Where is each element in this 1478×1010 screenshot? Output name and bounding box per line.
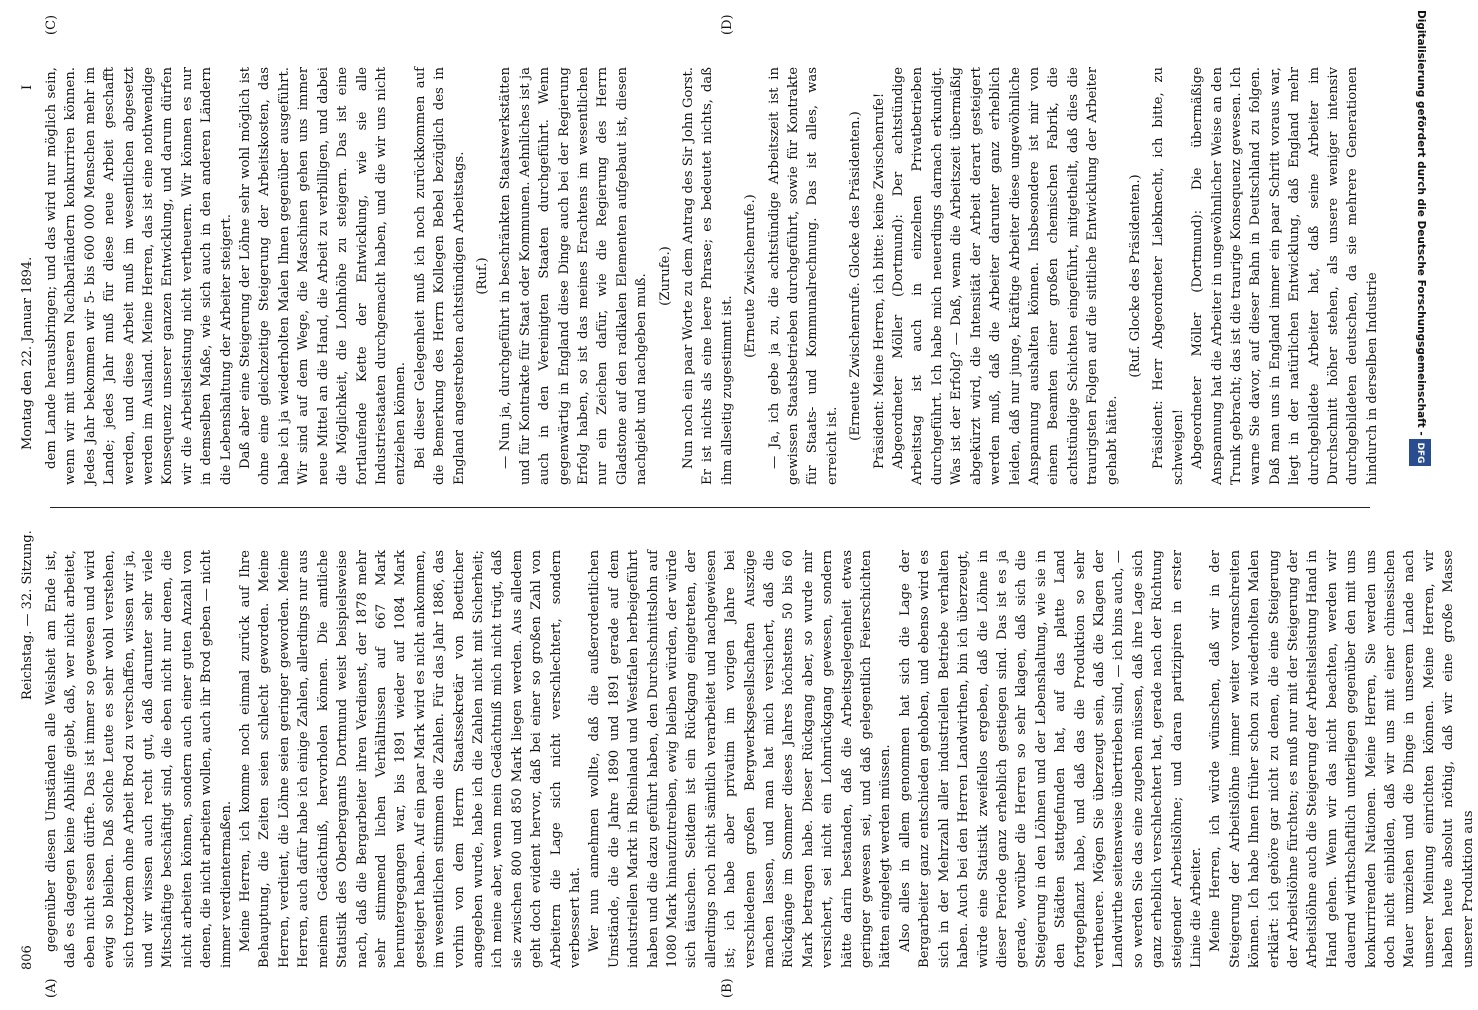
- paragraph: Meine Herren, ich komme noch einmal zurück auf Ihre Behauptung, die Zeiten seien schlecht geworden. Meine Herren, verdient, die Löhne seien geringer geworden. Meine Herren, auch dafür habe ich einige Zahlen, allerdings nur aus meinem Gedächtniß, hervorholen können. Die amtliche Statistik des Oberbergamts Dortmund weist beispielsweise nach, daß die Bergarbeiter ihren Verdienst, der 1878 mehr sehr stimmend lichen Verhältnissen auf 667 Mark heruntergegangen war, bis 1891 wieder auf 1084 Mark gesteigert haben. Auf ein paar Mark wird es nicht ankommen, im wesentlichen stimmen die Zahlen. Für das Jahr 1886, das vorhin von dem Herrn Staatssekretär von Boetticher angegeben wurde, habe ich die Zahlen nicht mit Sicherheit; ich meine aber, wenn mein Gedächtniß mich nicht trügt, daß sie zwischen 800 und 850 Mark liegen werden. Aus alledem geht doch evident hervor, daß bei einer so großen Zahl von Arbeitern die Lage sich nicht verschlechtert, sondern verbessert hat.: [238, 550, 583, 968]
- paragraph: dem Lande herausbringen; und das wird nur möglich sein, wenn wir mit unseren Nachbarländern konkurriren können. Jedes Jahr bekommen wir 5- bis 600 000 Menschen mehr im Lande; jedes Jahr muß für diese neue Arbeit geschafft werden, und diese Arbeit muß im wesentlichen abgesetzt werden im Ausland. Meine Herren, das ist eine nothwendige Konsequenz unserer ganzen Entwicklung, und darum dürfen wir die Arbeitsleistung nicht vertheuern. Wir können es nur in demselben Maße, wie sich auch in den anderen Ländern die Lebenshaltung der Arbeiter steigert.: [44, 67, 234, 485]
- margin-c: (C): [44, 14, 59, 35]
- paragraph: Abgeordneter Möller (Dortmund): Der achtstündige Arbeitstag ist auch in einzelnen Privatbetrieben durchgeführt. Ich habe mich neuerdings darnach erkundigt. Was ist der Erfolg? — Daß, wenn die Arbeitszeit übermäßig abgekürzt wird, die Intensität der Arbeit derart gesteigert werden muß, daß die Arbeiter darunter ganz erheblich leiden, daß nur junge, kräftige Arbeiter diese ungewöhnliche Anspannung aushalten können. Insbesondere ist mir von einem Beamten einer großen chemischen Fabrik, die achtstündige Schichten eingeführt, mitgetheilt, daß dies die traurigsten Folgen auf die sittliche Entwicklung der Arbeiter gehabt hätte.: [891, 67, 1120, 485]
- paragraph: (Erneute Zwischenrufe.): [743, 194, 759, 358]
- dfg-logo: DFG: [1409, 439, 1431, 466]
- margin-a: (A): [44, 978, 59, 998]
- paragraph: Nun noch ein paar Worte zu dem Antrag des Sir John Gorst. Er ist nichts als eine leere Phrase; es bedeutet nichts, daß ihm allseitig zugestimmt ist.: [681, 67, 735, 485]
- digitization-credit: [1410, 0, 1432, 1010]
- credit-text: Digitalisierung gefördert durch die Deutsche Forschungsgemeinschaft -: [1415, 10, 1427, 436]
- margin-b: (B): [720, 978, 735, 998]
- paragraph: (Ruf.): [474, 257, 490, 295]
- header-mark: I: [20, 84, 35, 90]
- page-header: [20, 30, 40, 970]
- paragraph: gegenüber diesen Umständen alle Weisheit am Ende ist, daß es dagegen keine Abhilfe giebt, daß, wer nicht arbeitet, eben nicht essen dürfte. Das ist immer so gewesen und wird ewig so bleiben. Daß solche Leute es sehr wohl verstehen, sich trotzdem ohne Arbeit Brod zu verschaffen, wissen wir ja, und wir wissen auch recht gut, daß darunter sehr viele Mitschäftige beschäftigt sind, die eben nicht nur denen, die nicht arbeiten können, sondern auch einer guten Anzahl von denen, die nicht arbeiten wollen, auch ihr Brod geben — nicht immer verdientermaßen.: [44, 550, 234, 968]
- paragraph: (Erneute Zwischenrufe. Glocke des Präsidenten.): [848, 111, 864, 441]
- paragraph: Wer nun annehmen wollte, daß die außerordentlichen Umstände, die die Jahre 1890 und 1891 gerade auf dem industriellen Markt in Rheinland und Westfalen herbeigeführt haben und die dazu geführt haben, den Durchschnittslohn auf 1080 Mark hinaufzutreiben, ewig bleiben würden, der würde sich täuschen. Seitdem ist ein Rückgang eingetreten, der allerdings noch nicht sämtlich verarbeitet und nachgewiesen ist; ich habe aber privatim im vorigen Jahre bei verschiedenen großen Bergwerksgesellschaften Auszüge machen lassen, und man hat mich versichert, daß die Rückgänge im Sommer dieses Jahres höchstens 50 bis 60 Mark betragen habe. Dieser Rückgang aber, so wurde mir versichert, sei nicht ein Lohnrückgang gewesen, sondern hätte darin bestanden, daß die Arbeitsgelegenheit etwas geringer gewesen sei, und daß gelegentlich Feierschichten hätten eingelegt werden müssen.: [587, 550, 894, 968]
- paragraph: Also alles in allem genommen hat sich die Lage der Bergarbeiter ganz entschieden gehoben, und ebenso wird es sich in der Mehrzahl aller industriellen Betriebe verhalten haben. Auch bei den Herren Landwirthen, bin ich überzeugt, würde eine Statistik zweifellos ergeben, daß die Löhne in dieser Periode ganz erheblich gestiegen sind. Das ist es ja gerade, worüber die Herren so sehr klagen, daß sich die Steigerung in den Löhnen und der Lebenshaltung, wie sie in den Städten stattgefunden hat, auf das platte Land fortgepflanzt habe, und daß das die Produktion so sehr vertheuere. Mögen Sie überzeugt sein, daß die Klagen der Landwirthe seitensweise übertrieben sind, — ich bins auch, — so werden Sie das eine zugeben müssen, daß ihre Lage sich ganz erheblich verschlechtert hat, gerade nach der Richtung steigender Arbeitslöhne; und daran partizipiren in erster Linie die Arbeiter.: [897, 550, 1204, 968]
- header-date: Montag den 22. Januar 1894.: [20, 256, 35, 450]
- paragraph: Abgeordneter Möller (Dortmund): Die übermäßige Anspannung hat die Arbeiter in ungewöhnlicher Weise an den Trunk gebracht; das ist die traurige Konsequenz gewesen. Ich warne Sie davor, auf dieser Bahn in Deutschland zu folgen. Daß man uns in England immer ein paar Schritt voraus war, liegt in der natürlichen Entwicklung, daß England mehr durchgebildete Arbeiter hat, daß seine Arbeiter im Durchschnitt höher stehen, als unsere weniger intensiv durchgebildeten deutschen, da sie mehrere Generationen hindurch in derselben Industrie: [1190, 67, 1380, 485]
- page-number: 806: [20, 945, 35, 970]
- paragraph: Präsident: Meine Herren, ich bitte: keine Zwischenrufe!: [871, 92, 887, 469]
- header-session: Reichstag. — 32. Sitzung.: [20, 530, 35, 700]
- paragraph: Präsident: Herr Abgeordneter Liebknecht, ich bitte, zu schweigen!: [1151, 67, 1186, 485]
- paragraph: — Nun ja, durchgeführt in beschränkten Staatswerkstätten und für Kontrakte für Staat oder Kommunen. Aehnliches ist ja auch in den Vereinigten Staaten durchgeführt. Wenn gegenwärtig in England diese Dinge auch bei der Regierung Erfolg haben, so ist das meines Erachtens im wesentlichen nur ein Zeichen dafür, wie die Regierung des Herrn Gladstone auf den radikalen Elementen aufgebaut ist, diesen nachgiebt und nachgeben muß.: [498, 67, 650, 485]
- paragraph: (Ruf. Glocke des Präsidenten.): [1127, 174, 1143, 378]
- paragraph: Meine Herren, ich würde wünschen, daß wir in der Steigerung der Arbeitslöhne immer weiter voranschreiten können. Ich habe Ihnen früher schon zu wiederholten Malen erklärt: ich gehöre gar nicht zu denen, die eine Steigerung der Arbeitslöhne fürchten; es muß nur mit der Steigerung der Arbeitslöhne auch die Steigerung der Arbeitsleistung Hand in Hand gehen. Wenn wir das nicht beachten, werden wir dauernd wirthschaftlich unterliegen gegenüber den mit uns konkurrirenden Nationen. Meine Herren, Sie werden uns doch nicht einbilden, daß wir uns mit einer chinesischen Mauer umziehen und die Dinge in unserem Lande nach unserer Meinung einrichten können. Meine Herren, wir haben heute absolut nöthig, daß wir eine große Masse unserer Produktion aus: [1208, 550, 1476, 968]
- paragraph: Daß aber eine Steigerung der Löhne sehr wohl möglich ist ohne eine gleichzeitige Steigerung der Arbeitskosten, das habe ich ja wiederholten Malen Ihnen gegenüber ausgeführt. Wir sind auf dem Wege, die Maschinen gehen uns immer neue Mittel an die Hand, die Arbeit zu verbilligen, und dabei die Möglichkeit, die Lohnhöhe zu steigern. Das ist eine fortlaufende Kette der Entwicklung, wie sie alle Industriestaaten durchgemacht haben, und die wir uns nicht entziehen können.: [238, 67, 409, 485]
- digitization-strip: [1410, 0, 1432, 1000]
- paragraph: (Zurufe.): [657, 246, 673, 306]
- column-divider: [50, 507, 1370, 508]
- margin-d: (D): [720, 14, 735, 35]
- right-text-column: [42, 67, 1382, 485]
- left-text-column: [42, 550, 1476, 968]
- paragraph: Bei dieser Gelegenheit muß ich noch zurückkommen auf die Bemerkung des Herrn Kollegen Bebel bezüglich des in England angestrebten achtstündigen Arbeitstags.: [412, 67, 467, 485]
- paragraph: — Ja, ich gebe ja zu, die achtstündige Arbeitszeit ist in gewissen Staatsbetrieben durchgeführt, sowie für Kontrakte für Staats- und Kommunalrechnung. Das ist alles, was erreicht ist.: [766, 67, 840, 485]
